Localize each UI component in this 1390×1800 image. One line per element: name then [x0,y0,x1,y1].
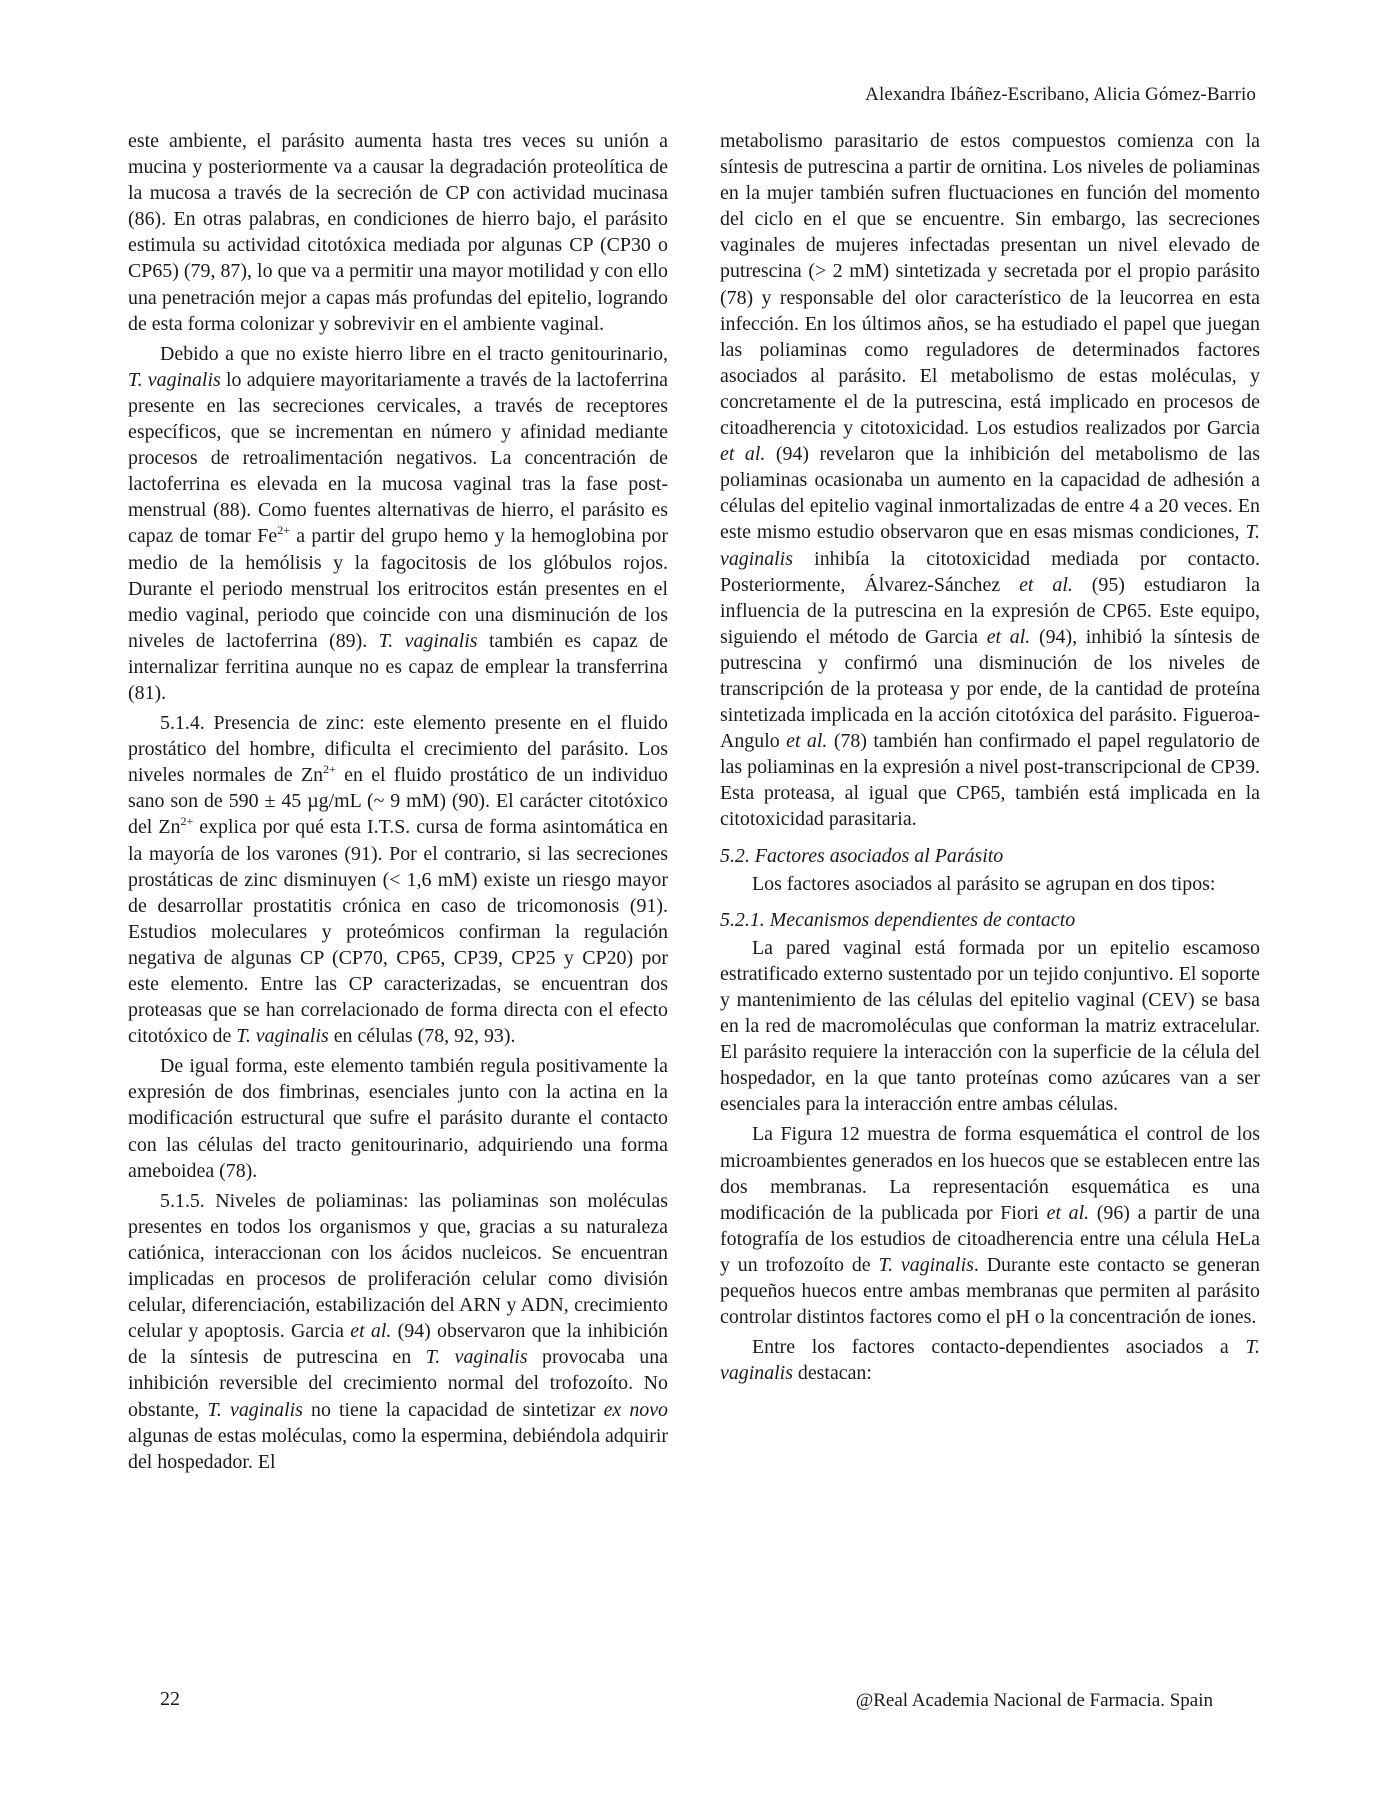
paragraph: La pared vaginal está formada por un epitelio escamoso estratificado externo sustentado por un tejido conjuntivo. El soporte y mantenimiento de las células del epitelio vaginal (CEV) se basa en la red de macromoléculas que conforman la matriz extracelular. El parásito requiere la interacción con la superficie de la célula del hospedador, en la que tanto proteínas como azúcares van a ser esenciales para la interacción entre ambas células. [720,936,1260,1116]
right-column [720,128,1260,1390]
paragraph: 5.1.5. Niveles de poliaminas: las poliaminas son moléculas presentes en todos los organismos y que, gracias a su naturaleza catiónica, interaccionan con los ácidos nucleicos. Se encuentran implicadas en procesos de proliferación celular como división celular, diferenciación, estabilización del ARN y ADN, crecimiento celular y apoptosis. Garcia et al. (94) observaron que la inhibición de la síntesis de putrescina en T. vaginalis provocaba una inhibición reversible del crecimiento normal del trofozoíto. No obstante, T. vaginalis no tiene la capacidad de sintetizar ex novo algunas de estas moléculas, como la espermina, debiéndola adquirir del hospedador. El [128,1189,669,1473]
publisher-footer: @Real Academia Nacional de Farmacia. Spain [855,1690,1213,1711]
paragraph: metabolismo parasitario de estos compuestos comienza con la síntesis de putrescina a partir de ornitina. Los niveles de poliaminas en la mujer también sufren fluctuaciones en función del momento del ciclo en el que se encuentre. Sin embargo, las secreciones vaginales de mujeres infectadas presentan un nivel elevado de putrescina (> 2 mM) sintetizada y secretada por el propio parásito (78) y responsable del olor característico de la leucorrea en esta infección. En los últimos años, se ha estudiado el papel que juegan las poliaminas como reguladores de determinados factores asociados al parásito. El metabolismo de estas moléculas, y concretamente el de la putrescina, está implicado en procesos de citoadherencia y citotoxicidad. Los estudios realizados por Garcia et al. (94) revelaron que la inhibición del metabolismo de las poliaminas ocasionaba un aumento en la capacidad de adhesión a células del epitelio vaginal inmortalizadas de entre 4 a 20 veces. En este mismo estudio observaron que en esas mismas condiciones, T. vaginalis inhibía la citotoxicidad mediada por contacto. Posteriormente, Álvarez-Sánchez et al. (95) estudiaron la influencia de la putrescina en la expresión de CP65. Este equipo, siguiendo el método de Garcia et al. (94), inhibió la síntesis de putrescina y confirmó una disminución de los niveles de transcripción de la proteasa y por ende, de la cantidad de proteína sintetizada implicada en la acción citotóxica del parásito. Figueroa-Angulo et al. (78) también han confirmado el papel regulatorio de las poliaminas en la expresión a nivel post-transcripcional de CP39. Esta proteasa, al igual que CP65, también está implicada en la citotoxicidad parasitaria. [720,130,1260,831]
paragraph: Los factores asociados al parásito se agrupan en dos tipos: [752,872,1216,895]
paragraph: Entre los factores contacto-dependientes asociados a T. vaginalis destacan: [720,1336,1260,1385]
paragraph: este ambiente, el parásito aumenta hasta tres veces su unión a mucina y posteriormente va a causar la degradación proteolítica de la mucosa a través de la secreción de CP con actividad mucinasa (86). En otras palabras, en condiciones de hierro bajo, el parásito estimula su actividad citotóxica mediada por algunas CP (CP30 o CP65) (79, 87), lo que va a permitir una mayor motilidad y con ello una penetración mejor a capas más profundas del epitelio, logrando de esta forma colonizar y sobrevivir en el ambiente vaginal. [128,130,668,335]
paragraph: La Figura 12 muestra de forma esquemática el control de los microambientes generados en los huecos que se establecen entre las dos membranas. La representación esquemática es una modificación de la publicada por Fiori et al. (96) a partir de una fotografía de los estudios de citoadherencia entre una célula HeLa y un trofozoíto de T. vaginalis. Durante este contacto se generan pequeños huecos entre ambas membranas que permiten al parásito controlar distintos factores como el pH o la concentración de iones. [720,1123,1261,1329]
section-heading: 5.2. Factores asociados al Parásito [720,844,1004,867]
running-header-authors: Alexandra Ibáñez-Escribano, Alicia Gómez-Barrio [865,84,1256,105]
paragraph: 5.1.4. Presencia de zinc: este elemento presente en el fluido prostático del hombre, dificulta el crecimiento del parásito. Los niveles normales de $Zn^{2+}$ en el fluido prostático de un individuo sano son de 590 ± 45 µg/mL (~ 9 mM) (90). El carácter citotóxico del $Zn^{2+}$ explica por qué esta I.T.S. cursa de forma asintomática en la mayoría de los varones (91). Por el contrario, si las secreciones prostáticas de zinc disminuyen (< 1,6 mM) existe un riesgo mayor de desarrollar prostatitis crónica en caso de tricomonosis (91). Estudios moleculares y proteómicos confirman la regulación negativa de algunas CP (CP70, CP65, CP39, CP25 y CP20) por este elemento. Entre las CP caracterizadas, se encuentran dos proteasas que se han correlacionado de forma directa con el efecto citotóxico de T. vaginalis en células (78, 92, 93). [128,712,668,1048]
subsection-heading: 5.2.1. Mecanismos dependientes de contacto [720,908,1076,931]
paragraph: De igual forma, este elemento también regula positivamente la expresión de dos fimbrinas, esenciales junto con la actina en la modificación estructural que sufre el parásito durante el contacto con las células del tracto genitourinario, adquiriendo una forma ameboidea (78). [128,1055,668,1182]
page-number: 22 [160,1688,180,1710]
left-column [128,128,668,1479]
paragraph: Debido a que no existe hierro libre en el tracto genitourinario, T. vaginalis lo adquiere mayoritariamente a través de la lactoferrina presente en las secreciones cervicales, a través de receptores específicos, que se incrementan en número y afinidad mediante procesos de retroalimentación negativos. La concentración de lactoferrina es elevada en la mucosa vaginal tras la fase post-menstrual (88). Como fuentes alternativas de hierro, el parásito es capaz de tomar $Fe^{2+}$ a partir del grupo hemo y la hemoglobina por medio de la hemólisis y la fagocitosis de los glóbulos rojos. Durante el periodo menstrual los eritrocitos están presentes en el medio vaginal, periodo que coincide con una disminución de los niveles de lactoferrina (89). T. vaginalis también es capaz de internalizar ferritina aunque no es capaz de emplear la transferrina (81). [128,342,668,704]
